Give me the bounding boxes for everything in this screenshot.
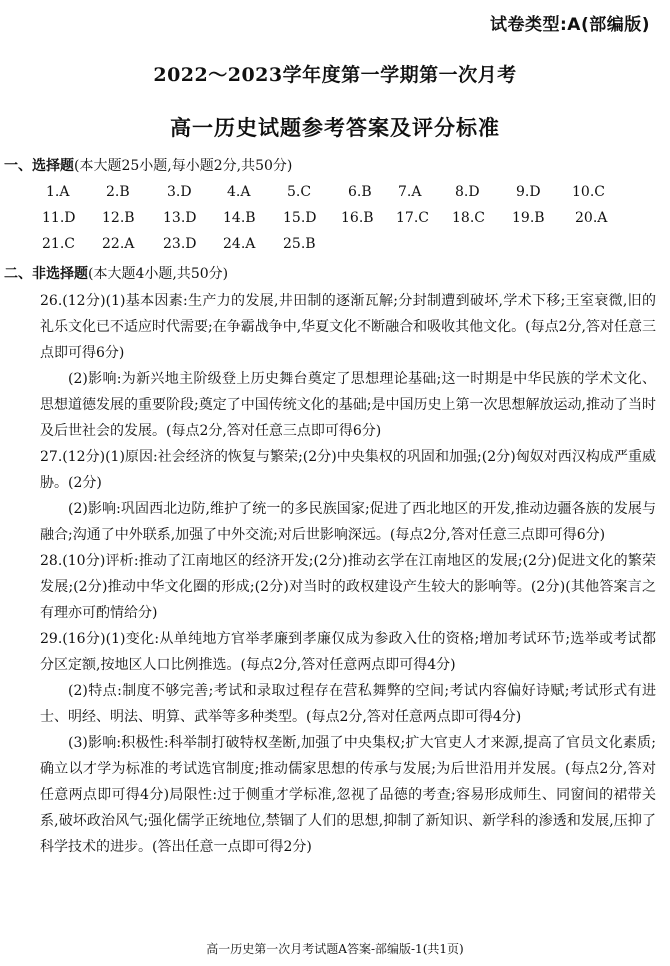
section-2-body xyxy=(40,288,656,860)
question-26-part-2: (2)影响:为新兴地主阶级登上历史舞台奠定了思想理论基础;这一时期是中华民族的学术文化、思想道德发展的重要阶段;奠定了中国传统文化的基础;是中国历史上第一次思想解放运动,推动了当时及后世社会的发展。(每点2分,答对任意三点即可得6分) xyxy=(40,371,656,439)
answer-item: 11.D xyxy=(42,210,76,226)
section-2-heading xyxy=(4,263,228,283)
answer-item: 5.C xyxy=(287,184,312,200)
answer-item: 1.A xyxy=(46,184,70,200)
answer-item: 12.B xyxy=(102,210,135,226)
question-29-part-3: (3)影响:积极性:科举制打破特权垄断,加强了中央集权;扩大官吏人才来源,提高了官员文化素质;确立以才学为标准的考试选官制度;推动儒家思想的传承与发展;为后世沿用并发展。(每点2分,答对任意两点即可得4分)局限性:过于侧重才学标准,忽视了品德的考查;容易形成师生、同窗间的裙带关系,破坏政治风气;强化儒学正统地位,禁锢了人们的思想,抑制了新知识、新学科的渗透和发展,压抑了科学技术的进步。(答出任意一点即可得2分) xyxy=(40,735,656,855)
answer-item: 8.D xyxy=(455,184,480,200)
answer-item: 15.D xyxy=(283,210,317,226)
answer-item: 22.A xyxy=(102,236,135,252)
answer-item: 20.A xyxy=(575,210,608,226)
answer-item: 3.D xyxy=(167,184,192,200)
question-27-part-2: (2)影响:巩固西北边防,维护了统一的多民族国家;促进了西北地区的开发,推动边疆各族的发展与融合;沟通了中外联系,加强了中外交流;对后世影响深远。(每点2分,答对任意三点即可得6分) xyxy=(40,501,656,543)
answer-item: 24.A xyxy=(223,236,256,252)
answer-item: 7.A xyxy=(398,184,422,200)
exam-term-heading: 2022～2023学年度第一学期第一次月考 xyxy=(153,64,517,86)
page-footer: 高一历史第一次月考试题A答案-部编版-1(共1页) xyxy=(206,942,464,956)
question-26-part-1: 26.(12分)(1)基本因素:生产力的发展,井田制的逐渐瓦解;分封制遭到破坏,学术下移;王室衰微,旧的礼乐文化已不适应时代需要;在争霸战争中,华夏文化不断融合和吸收其他文化。(每点2分,答对任意三点即可得6分) xyxy=(40,293,656,361)
answer-item: 10.C xyxy=(572,184,605,200)
answer-item: 25.B xyxy=(283,236,316,252)
section-1-heading xyxy=(4,155,292,175)
exam-type-tag: 试卷类型:A(部编版) xyxy=(490,15,650,35)
section-1-title: 一、选择题 xyxy=(4,158,74,174)
answer-item: 13.D xyxy=(163,210,197,226)
answer-item: 4.A xyxy=(227,184,251,200)
answer-row-1 xyxy=(46,184,646,204)
question-29-part-2: (2)特点:制度不够完善;考试和录取过程存在营私舞弊的空间;考试内容偏好诗赋;考试形式有进士、明经、明法、明算、武举等多种类型。(每点2分,答对任意两点即可得4分) xyxy=(40,683,656,725)
answer-item: 9.D xyxy=(516,184,541,200)
section-2-title: 二、非选择题 xyxy=(4,266,88,282)
answer-item: 14.B xyxy=(223,210,256,226)
question-29-part-1: 29.(16分)(1)变化:从单纯地方官举孝廉到孝廉仅成为参政入仕的资格;增加考试环节;选举或考试都分区定额,按地区人口比例推选。(每点2分,答对任意两点即可得4分) xyxy=(40,631,656,673)
answer-item: 21.C xyxy=(42,236,75,252)
section-2-note: (本大题4小题,共50分) xyxy=(88,266,229,282)
question-28: 28.(10分)评析:推动了江南地区的经济开发;(2分)推动玄学在江南地区的发展;(2分)促进文化的繁荣发展;(2分)推动中华文化圈的形成;(2分)对当时的政权建设产生较大的影响等。(2分)(其他答案言之有理亦可酌情给分) xyxy=(40,553,656,621)
answer-item: 18.C xyxy=(452,210,485,226)
answer-item: 17.C xyxy=(396,210,429,226)
answer-item: 16.B xyxy=(341,210,374,226)
answer-item: 19.B xyxy=(512,210,545,226)
answer-item: 23.D xyxy=(163,236,197,252)
question-27-part-1: 27.(12分)(1)原因:社会经济的恢复与繁荣;(2分)中央集权的巩固和加强;(2分)匈奴对西汉构成严重威胁。(2分) xyxy=(40,449,656,491)
section-1-note: (本大题25小题,每小题2分,共50分) xyxy=(74,158,293,174)
answer-item: 6.B xyxy=(348,184,372,200)
document-title: 高一历史试题参考答案及评分标准 xyxy=(170,116,500,140)
answer-row-2 xyxy=(42,210,646,230)
answer-row-3 xyxy=(42,236,646,256)
answer-item: 2.B xyxy=(106,184,130,200)
